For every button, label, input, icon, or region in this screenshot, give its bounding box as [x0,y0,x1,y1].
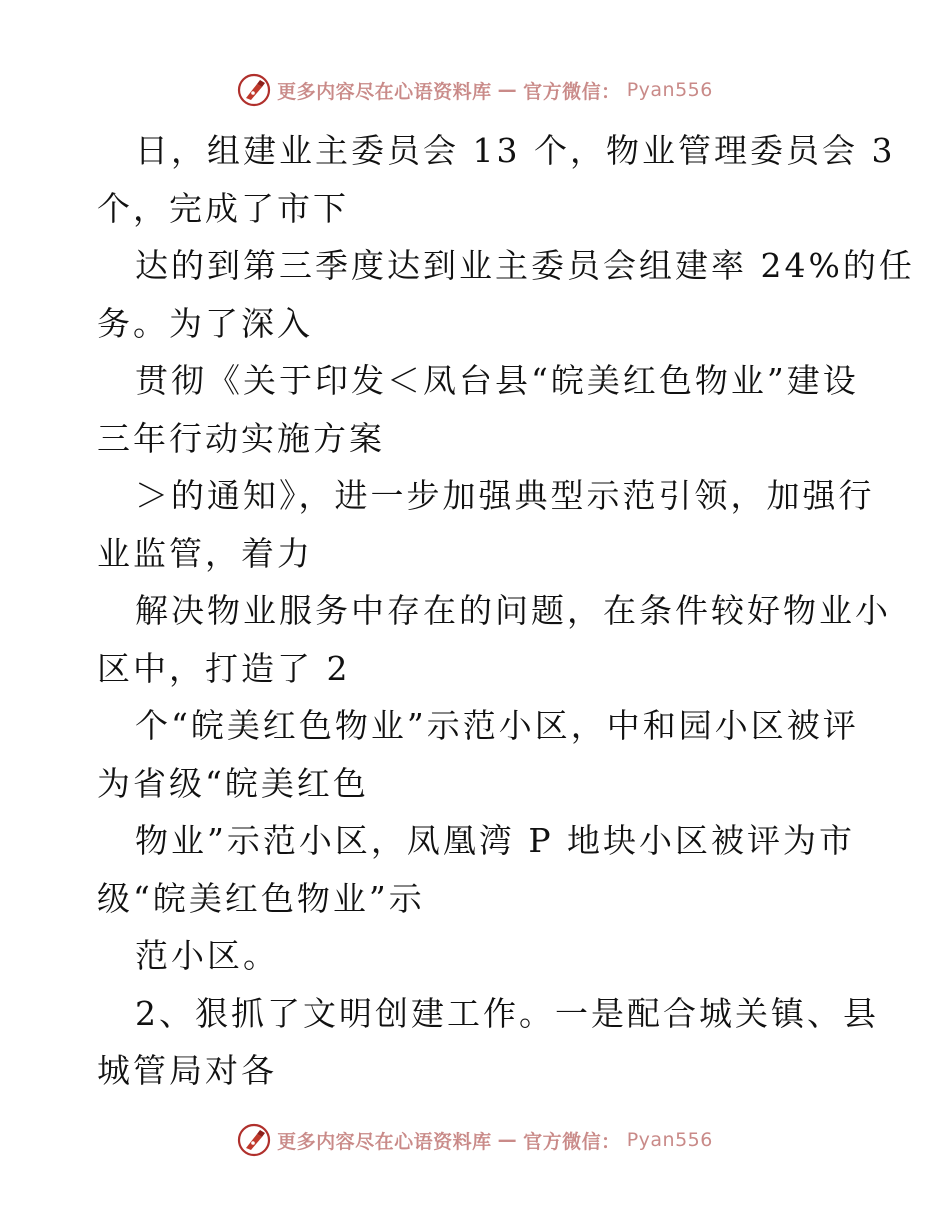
body-line: 业监管，着力 [97,533,313,573]
body-line: 城管局对各 [97,1051,277,1090]
watermark-main-text: 更多内容尽在心语资料库 [277,80,492,103]
body-line: 日，组建业主委员会 13 个，物业管理委员会 3 [135,131,896,170]
document-body [97,122,915,1100]
body-line: 级“皖美红色物业”示 [97,878,425,918]
body-line: 贯彻《关于印发＜凤台县“皖美红色物业”建设 [135,361,859,400]
body-line: ＞的通知》，进一步加强典型示范引领，加强行 [135,476,875,515]
body-line: 物业”示范小区，凤凰湾 P 地块小区被评为市 [135,821,856,860]
body-line: 解决物业服务中存在的问题，在条件较好物业小 [135,591,891,630]
body-line: 务。为了深入 [97,303,313,343]
body-line: 达的到第三季度达到业主委员会组建率 24%的任 [135,246,915,285]
watermark-main-text: 更多内容尽在心语资料库 [277,1130,492,1153]
header-watermark [0,70,950,110]
watermark-label: 官方微信： [523,1130,621,1153]
watermark-wechat-id: Pyan556 [626,79,713,101]
body-line: 个，完成了市下 [97,188,349,228]
body-line: 范小区。 [135,936,279,975]
pen-nib-logo-icon [237,1123,271,1157]
body-line: 2、狠抓了文明创建工作。一是配合城关镇、县 [135,993,879,1033]
watermark-dash: — [497,1129,518,1151]
body-line: 个“皖美红色物业”示范小区，中和园小区被评 [135,706,859,745]
pen-nib-logo-icon [237,73,271,107]
body-line: 为省级“皖美红色 [97,763,369,803]
watermark-wechat-id: Pyan556 [626,1129,713,1151]
body-line: 区中，打造了 2 [97,648,351,688]
body-line: 三年行动实施方案 [97,418,385,458]
watermark-dash: — [497,79,518,101]
watermark-label: 官方微信： [523,80,621,103]
footer-watermark [0,1120,950,1160]
